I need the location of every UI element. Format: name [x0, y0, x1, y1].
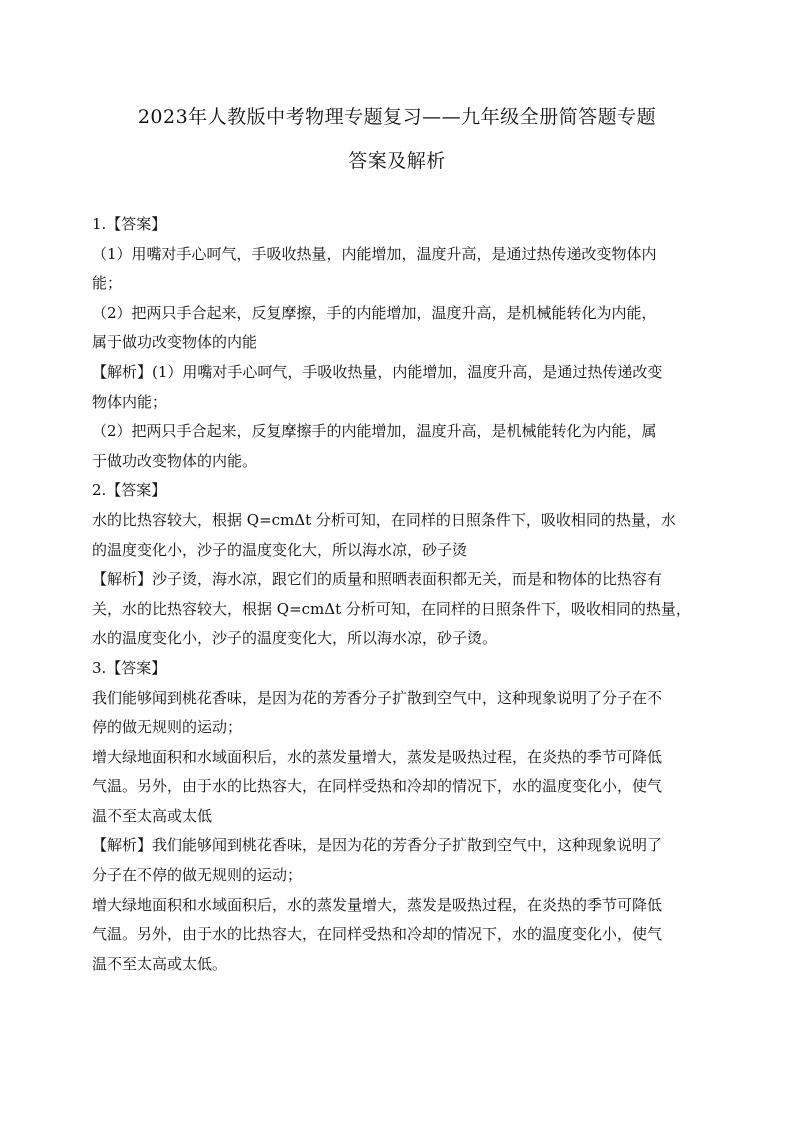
text-line: 属于做功改变物体的内能	[92, 333, 258, 352]
text-line: （2）把两只手合起来，反复摩擦手的内能增加，温度升高，是机械能转化为内能，属	[92, 422, 657, 441]
text-line: 分子在不停的做无规则的运动；	[92, 866, 303, 885]
text-line: （2）把两只手合起来，反复摩擦，手的内能增加，温度升高，是机械能转化为内能，	[92, 303, 657, 322]
text-line: 【解析】我们能够闻到桃花香味，是因为花的芳香分子扩散到空气中，这种现象说明了	[92, 836, 663, 855]
text-line: 关，水的比热容较大，根据 Q=cmΔt 分析可知，在同样的日照条件下，吸收相同的热量，	[92, 599, 691, 618]
text-line: 能；	[92, 274, 123, 293]
text-line: 增大绿地面积和水域面积后，水的蒸发量增大，蒸发是吸热过程，在炎热的季节可降低	[92, 895, 663, 914]
text-line: 温不至太高或太低。	[92, 954, 228, 973]
text-line: 气温。另外，由于水的比热容大，在同样受热和冷却的情况下，水的温度变化小，使气	[92, 925, 663, 944]
text-line: 2.【答案】	[92, 481, 167, 500]
doc-subtitle: 答案及解析	[348, 150, 446, 172]
text-line: 【解析】(1）用嘴对手心呵气，手吸收热量，内能增加，温度升高，是通过热传递改变	[92, 362, 663, 381]
text-line: 气温。另外，由于水的比热容大，在同样受热和冷却的情况下，水的温度变化小，使气	[92, 777, 663, 796]
text-line: 水的温度变化小，沙子的温度变化大，所以海水凉，砂子烫。	[92, 629, 498, 648]
text-line: 3.【答案】	[92, 658, 167, 677]
text-line: 我们能够闻到桃花香味，是因为花的芳香分子扩散到空气中，这种现象说明了分子在不	[92, 688, 663, 707]
text-line: 停的做无规则的运动；	[92, 718, 243, 737]
text-line: 1.【答案】	[92, 215, 167, 233]
text-line: 【解析】沙子烫，海水凉，跟它们的质量和照晒表面积都无关，而是和物体的比热容有	[92, 570, 663, 589]
text-line: 物体内能；	[92, 392, 168, 411]
doc-body	[92, 210, 704, 979]
text-line: 温不至太高或太低	[92, 806, 213, 825]
doc-title: 2023年人教版中考物理专题复习——九年级全册简答题专题	[137, 106, 657, 128]
text-line: 水的比热容较大，根据 Q=cmΔt 分析可知，在同样的日照条件下，吸收相同的热量，水	[92, 510, 676, 529]
text-line: 的温度变化小，沙子的温度变化大，所以海水凉，砂子烫	[92, 540, 468, 559]
text-line: 于做功改变物体的内能。	[92, 451, 258, 470]
text-line: （1）用嘴对手心呵气，手吸收热量，内能增加，温度升高，是通过热传递改变物体内	[92, 244, 657, 263]
text-line: 增大绿地面积和水域面积后，水的蒸发量增大，蒸发是吸热过程，在炎热的季节可降低	[92, 747, 663, 766]
